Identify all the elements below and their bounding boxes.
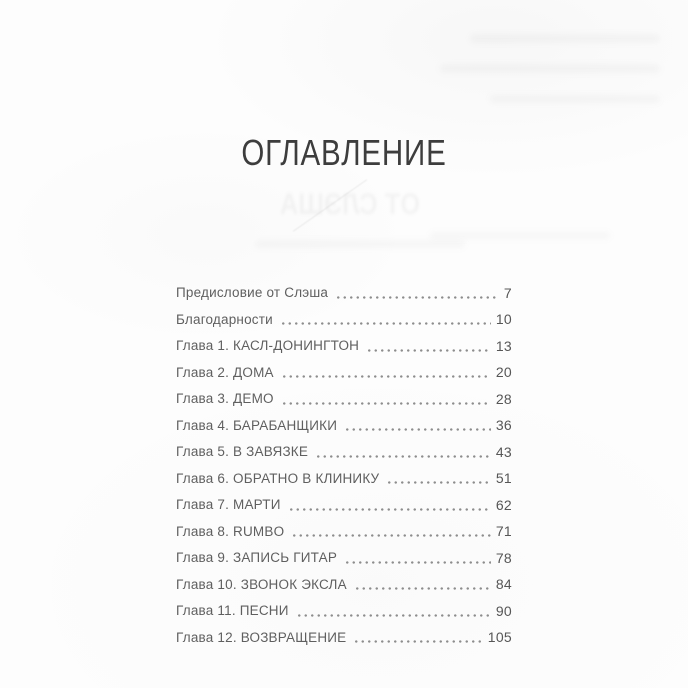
toc-row bbox=[176, 366, 512, 380]
toc-entry-label: Глава 5. В ЗАВЯЗКЕ bbox=[176, 444, 309, 459]
toc-row bbox=[176, 631, 512, 645]
leader-dots bbox=[353, 640, 482, 643]
page-title: ОГЛАВЛЕНИЕ bbox=[241, 132, 447, 173]
toc-page-number: 78 bbox=[495, 549, 512, 566]
toc-page-number: 28 bbox=[495, 390, 512, 407]
showthrough-smudge bbox=[470, 34, 660, 43]
leader-dots bbox=[344, 428, 491, 431]
toc-row bbox=[176, 313, 512, 327]
toc-page-number: 13 bbox=[495, 337, 512, 354]
leader-dots bbox=[296, 614, 491, 617]
leader-dots bbox=[281, 375, 491, 378]
toc-page-number: 7 bbox=[503, 284, 512, 301]
toc-row bbox=[176, 498, 512, 512]
toc-entry-label: Глава 2. ДОМА bbox=[176, 364, 274, 380]
toc-entry-label: Глава 11. ПЕСНИ bbox=[176, 603, 289, 618]
leader-dots bbox=[344, 561, 491, 564]
toc-row bbox=[176, 286, 512, 300]
toc-entry-label: Предисловие от Слэша bbox=[176, 285, 329, 300]
toc-entry-label: Глава 4. БАРАБАНЩИКИ bbox=[176, 417, 338, 433]
leader-dots bbox=[291, 534, 491, 537]
toc-entry-label: Глава 10. ЗВОНОК ЭКСЛА bbox=[176, 576, 347, 592]
toc-page-number: 43 bbox=[495, 443, 512, 460]
toc-row bbox=[176, 419, 512, 433]
toc-entry-label: Глава 1. КАСЛ-ДОНИНГТОН bbox=[176, 338, 360, 353]
toc-row bbox=[176, 445, 512, 459]
toc-row bbox=[176, 551, 512, 565]
toc-entry-label: Глава 9. ЗАПИСЬ ГИТАР bbox=[176, 550, 338, 565]
toc-page-number: 105 bbox=[487, 629, 512, 645]
toc-row bbox=[176, 392, 512, 406]
toc-page-number: 10 bbox=[495, 311, 512, 327]
toc-page-number: 20 bbox=[495, 364, 512, 380]
toc-row bbox=[176, 604, 512, 618]
toc-entry-label: Глава 7. МАРТИ bbox=[176, 497, 281, 512]
toc-row bbox=[176, 472, 512, 486]
showthrough-smudge bbox=[430, 232, 610, 239]
toc-row bbox=[176, 578, 512, 592]
toc-entry-label: Глава 8. RUMBO bbox=[176, 523, 285, 539]
leader-dots bbox=[315, 455, 491, 458]
toc-row bbox=[176, 525, 512, 539]
leader-dots bbox=[335, 296, 499, 299]
leader-dots bbox=[386, 481, 491, 484]
toc-entry-label: Глава 12. ВОЗВРАЩЕНИЕ bbox=[176, 629, 347, 645]
leader-dots bbox=[366, 349, 491, 352]
toc-page-number: 90 bbox=[495, 602, 512, 619]
toc-page-number: 84 bbox=[495, 576, 512, 592]
toc-page-number: 36 bbox=[495, 417, 512, 433]
toc-entry-label: Благодарности bbox=[176, 311, 273, 327]
toc-page-number: 71 bbox=[495, 523, 512, 539]
leader-dots bbox=[281, 402, 491, 405]
toc-row bbox=[176, 339, 512, 353]
showthrough-smudge bbox=[255, 240, 465, 248]
toc-page-number: 62 bbox=[495, 496, 512, 513]
showthrough-smudge bbox=[490, 95, 660, 103]
toc-page-number: 51 bbox=[495, 470, 512, 486]
toc-entry-label: Глава 6. ОБРАТНО В КЛИНИКУ bbox=[176, 470, 380, 486]
showthrough-ghost-title: ОТ СЛЭША bbox=[279, 188, 421, 221]
leader-dots bbox=[280, 322, 491, 325]
leader-dots bbox=[288, 508, 491, 511]
table-of-contents bbox=[176, 286, 512, 657]
showthrough-smudge bbox=[440, 64, 660, 73]
toc-entry-label: Глава 3. ДЕМО bbox=[176, 391, 274, 406]
leader-dots bbox=[354, 587, 491, 590]
